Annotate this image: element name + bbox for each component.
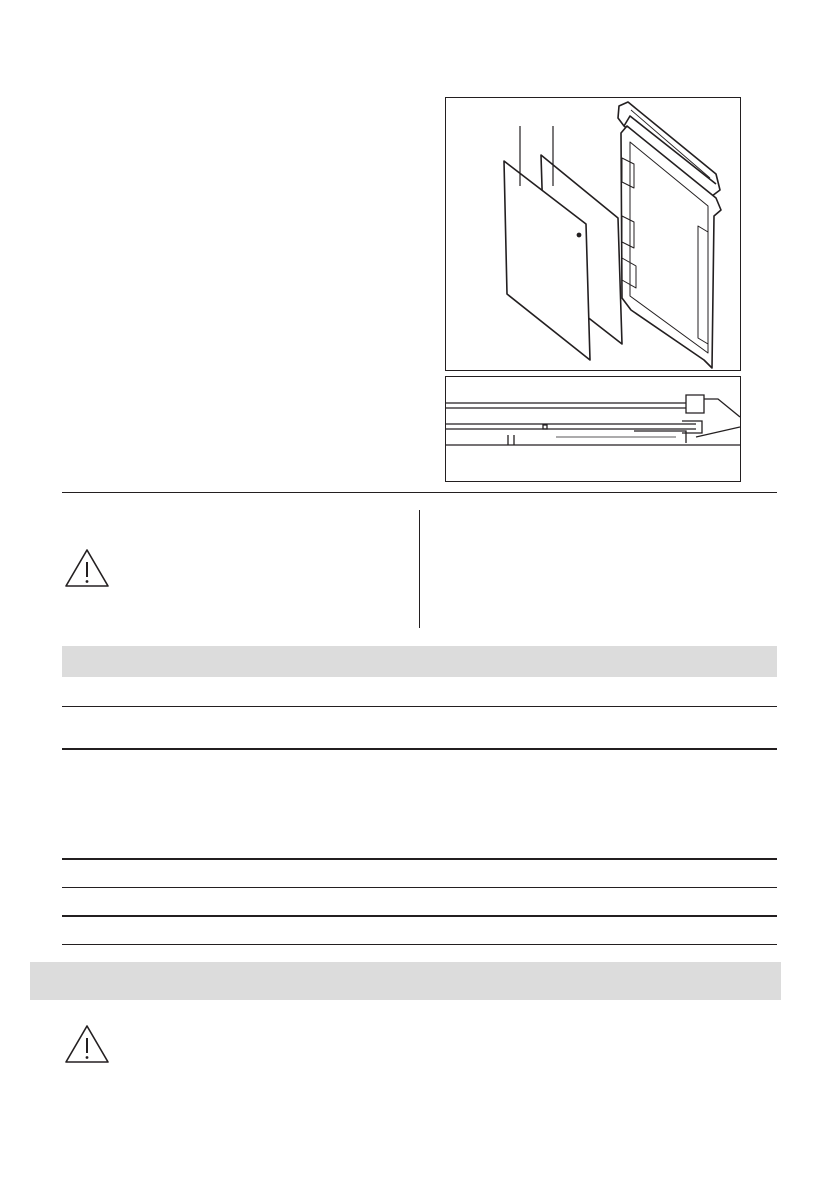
section-heading-band xyxy=(62,646,777,677)
warning-triangle-icon xyxy=(64,548,110,588)
warning-block xyxy=(64,548,110,593)
table-rule xyxy=(62,858,777,860)
section-divider xyxy=(62,492,777,493)
oven-door-glass-panels-illustration xyxy=(446,98,740,370)
chapter-heading-band xyxy=(30,962,781,1000)
warning-block xyxy=(64,1024,110,1069)
table-rule xyxy=(62,944,777,945)
warning-triangle-icon xyxy=(64,1024,110,1064)
exploded-door-figure xyxy=(445,97,741,371)
table-rule xyxy=(62,748,777,750)
door-section-figure xyxy=(445,376,741,482)
table-rule xyxy=(62,915,777,917)
table-rule xyxy=(62,706,777,707)
table-rule xyxy=(62,887,777,888)
door-cross-section-illustration xyxy=(446,377,740,481)
column-divider xyxy=(419,510,420,628)
